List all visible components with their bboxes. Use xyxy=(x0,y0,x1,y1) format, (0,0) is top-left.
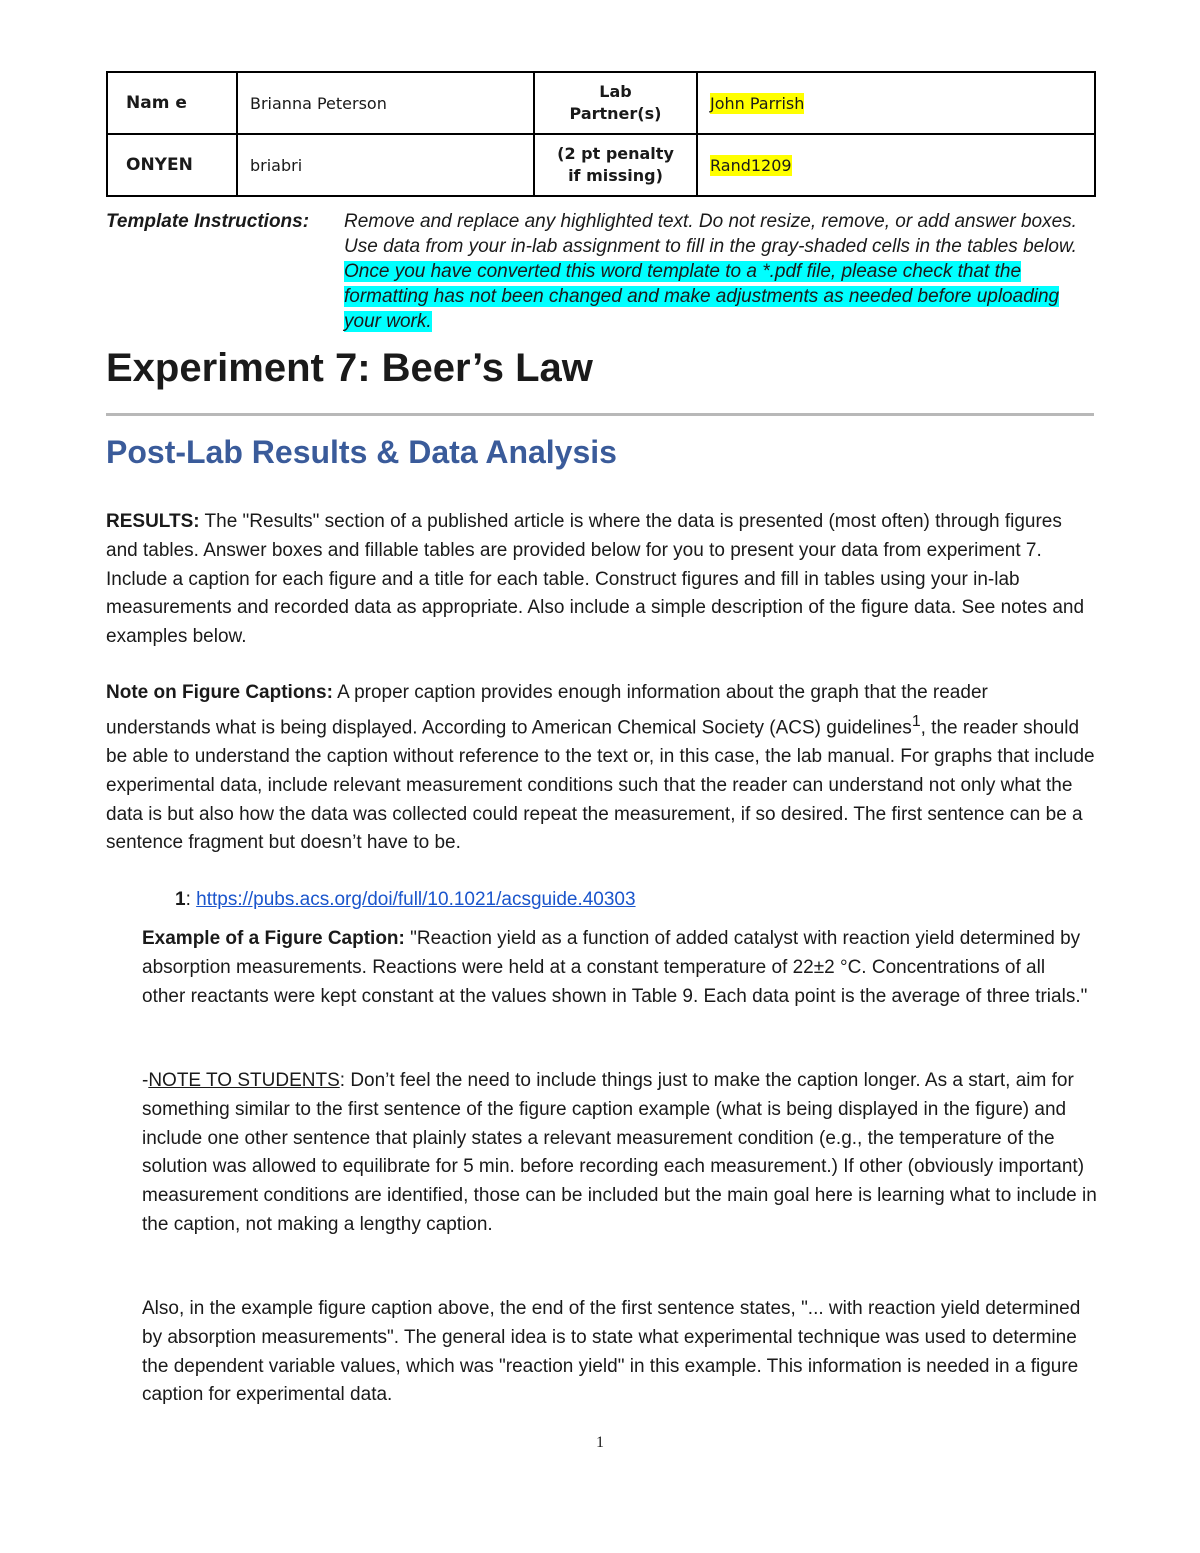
example-caption-label: Example of a Figure Caption: xyxy=(142,928,405,949)
footnote-separator: : xyxy=(185,889,197,910)
penalty-note xyxy=(534,134,697,196)
footnote-number: 1 xyxy=(175,889,186,910)
lab-partner-label-line1: Lab xyxy=(599,82,632,101)
instructions-plain-text: Remove and replace any highlighted text. Do not resize, remove, or add answer boxes. Use data from your in-lab assignment to fill in the gray-shaded cells in the tables below. xyxy=(344,211,1077,257)
lab-partner-value[interactable]: John Parrish xyxy=(710,93,805,113)
figure-captions-note xyxy=(106,679,1096,858)
lab-partner-label xyxy=(534,72,697,134)
onyen-label: ONYEN xyxy=(107,134,237,196)
partner-onyen-value[interactable]: Rand1209 xyxy=(710,155,792,175)
instructions-highlighted-text: Once you have converted this word template to a *.pdf file, please check that the formatting has not been changed and make adjustments as needed before uploading your work. xyxy=(344,261,1060,332)
name-value[interactable]: Brianna Peterson xyxy=(237,72,534,134)
example-caption-paragraph xyxy=(142,925,1092,1011)
section-heading: Post-Lab Results & Data Analysis xyxy=(106,434,617,470)
footnote-reference: 1 xyxy=(911,712,921,730)
name-label: Nam e xyxy=(107,72,237,134)
lab-partner-cell[interactable] xyxy=(697,72,1095,134)
page-title: Experiment 7: Beer’s Law xyxy=(106,346,593,390)
example-caption-text: "Reaction yield as a function of added catalyst with reaction yield determined by absorption measurements. Reactions were held at a constant temperature of 22±2 °C. Concentrations of all other reactants were kept constant at the values shown in Table 9. Each data point is the average of three trials." xyxy=(142,928,1088,1007)
footnote xyxy=(175,886,636,914)
page-number: 1 xyxy=(596,1434,604,1451)
note-to-students-text: : Don’t feel the need to include things just to make the caption longer. As a start, aim for something similar to the first sentence of the figure caption example (what is being displayed in the figure) and include one other sentence that plainly states a relevant measurement condition (e.g., the temperature of the solution was allowed to equilibrate for 5 min. before recording each measurement.) If other (obviously important) measurement conditions are identified, those can be included but the main goal here is learning what to include in the caption, not making a lengthy caption. xyxy=(142,1070,1097,1235)
title-divider xyxy=(106,413,1094,416)
note-to-students-paragraph xyxy=(142,1067,1097,1240)
note-to-students-label: NOTE TO STUDENTS xyxy=(148,1070,340,1091)
onyen-value[interactable]: briabri xyxy=(237,134,534,196)
results-label: RESULTS: xyxy=(106,511,200,532)
penalty-note-line1: (2 pt penalty xyxy=(557,144,674,163)
student-info-table xyxy=(106,71,1096,197)
results-text: The "Results" section of a published article is where the data is presented (most often) through figures and tables. Answer boxes and fillable tables are provided below for you to present your data from experiment 7. Include a caption for each figure and a title for each table. Construct figures and fill in tables using your in-lab measurements and recorded data as appropriate. Also include a simple description of the figure data. See notes and examples below. xyxy=(106,511,1085,648)
penalty-note-line2: if missing) xyxy=(568,166,663,185)
partner-onyen-cell[interactable] xyxy=(697,134,1095,196)
template-instructions-label: Template Instructions: xyxy=(106,211,310,232)
results-paragraph xyxy=(106,508,1096,652)
lab-partner-label-line2: Partner(s) xyxy=(569,104,662,123)
figure-captions-note-text-1: A proper caption provides enough information about the graph that the reader understands what is being displayed. According to American Chemical Society (ACS) guidelines xyxy=(106,682,988,739)
figure-captions-note-text-2: , the reader should be able to understand the caption without reference to the text or, in this case, the lab manual. For graphs that include experimental data, include relevant measurement conditions such that the reader can understand not only what the data is but also how the data was collected could repeat the measurement, if so desired. The first sentence can be a sentence fragment but doesn’t have to be. xyxy=(106,717,1095,854)
figure-captions-note-label: Note on Figure Captions: xyxy=(106,682,333,703)
acs-guide-link[interactable]: https://pubs.acs.org/doi/full/10.1021/acsguide.40303 xyxy=(196,889,636,910)
note-to-students-prefix: - xyxy=(142,1070,149,1091)
technique-paragraph: Also, in the example figure caption above, the end of the first sentence states, "... with reaction yield determined by absorption measurements". The general idea is to state what experimental technique was used to determine the dependent variable values, which was "reaction yield" in this example. This information is needed in a figure caption for experimental data. xyxy=(142,1298,1081,1406)
template-instructions-text xyxy=(344,209,1094,334)
